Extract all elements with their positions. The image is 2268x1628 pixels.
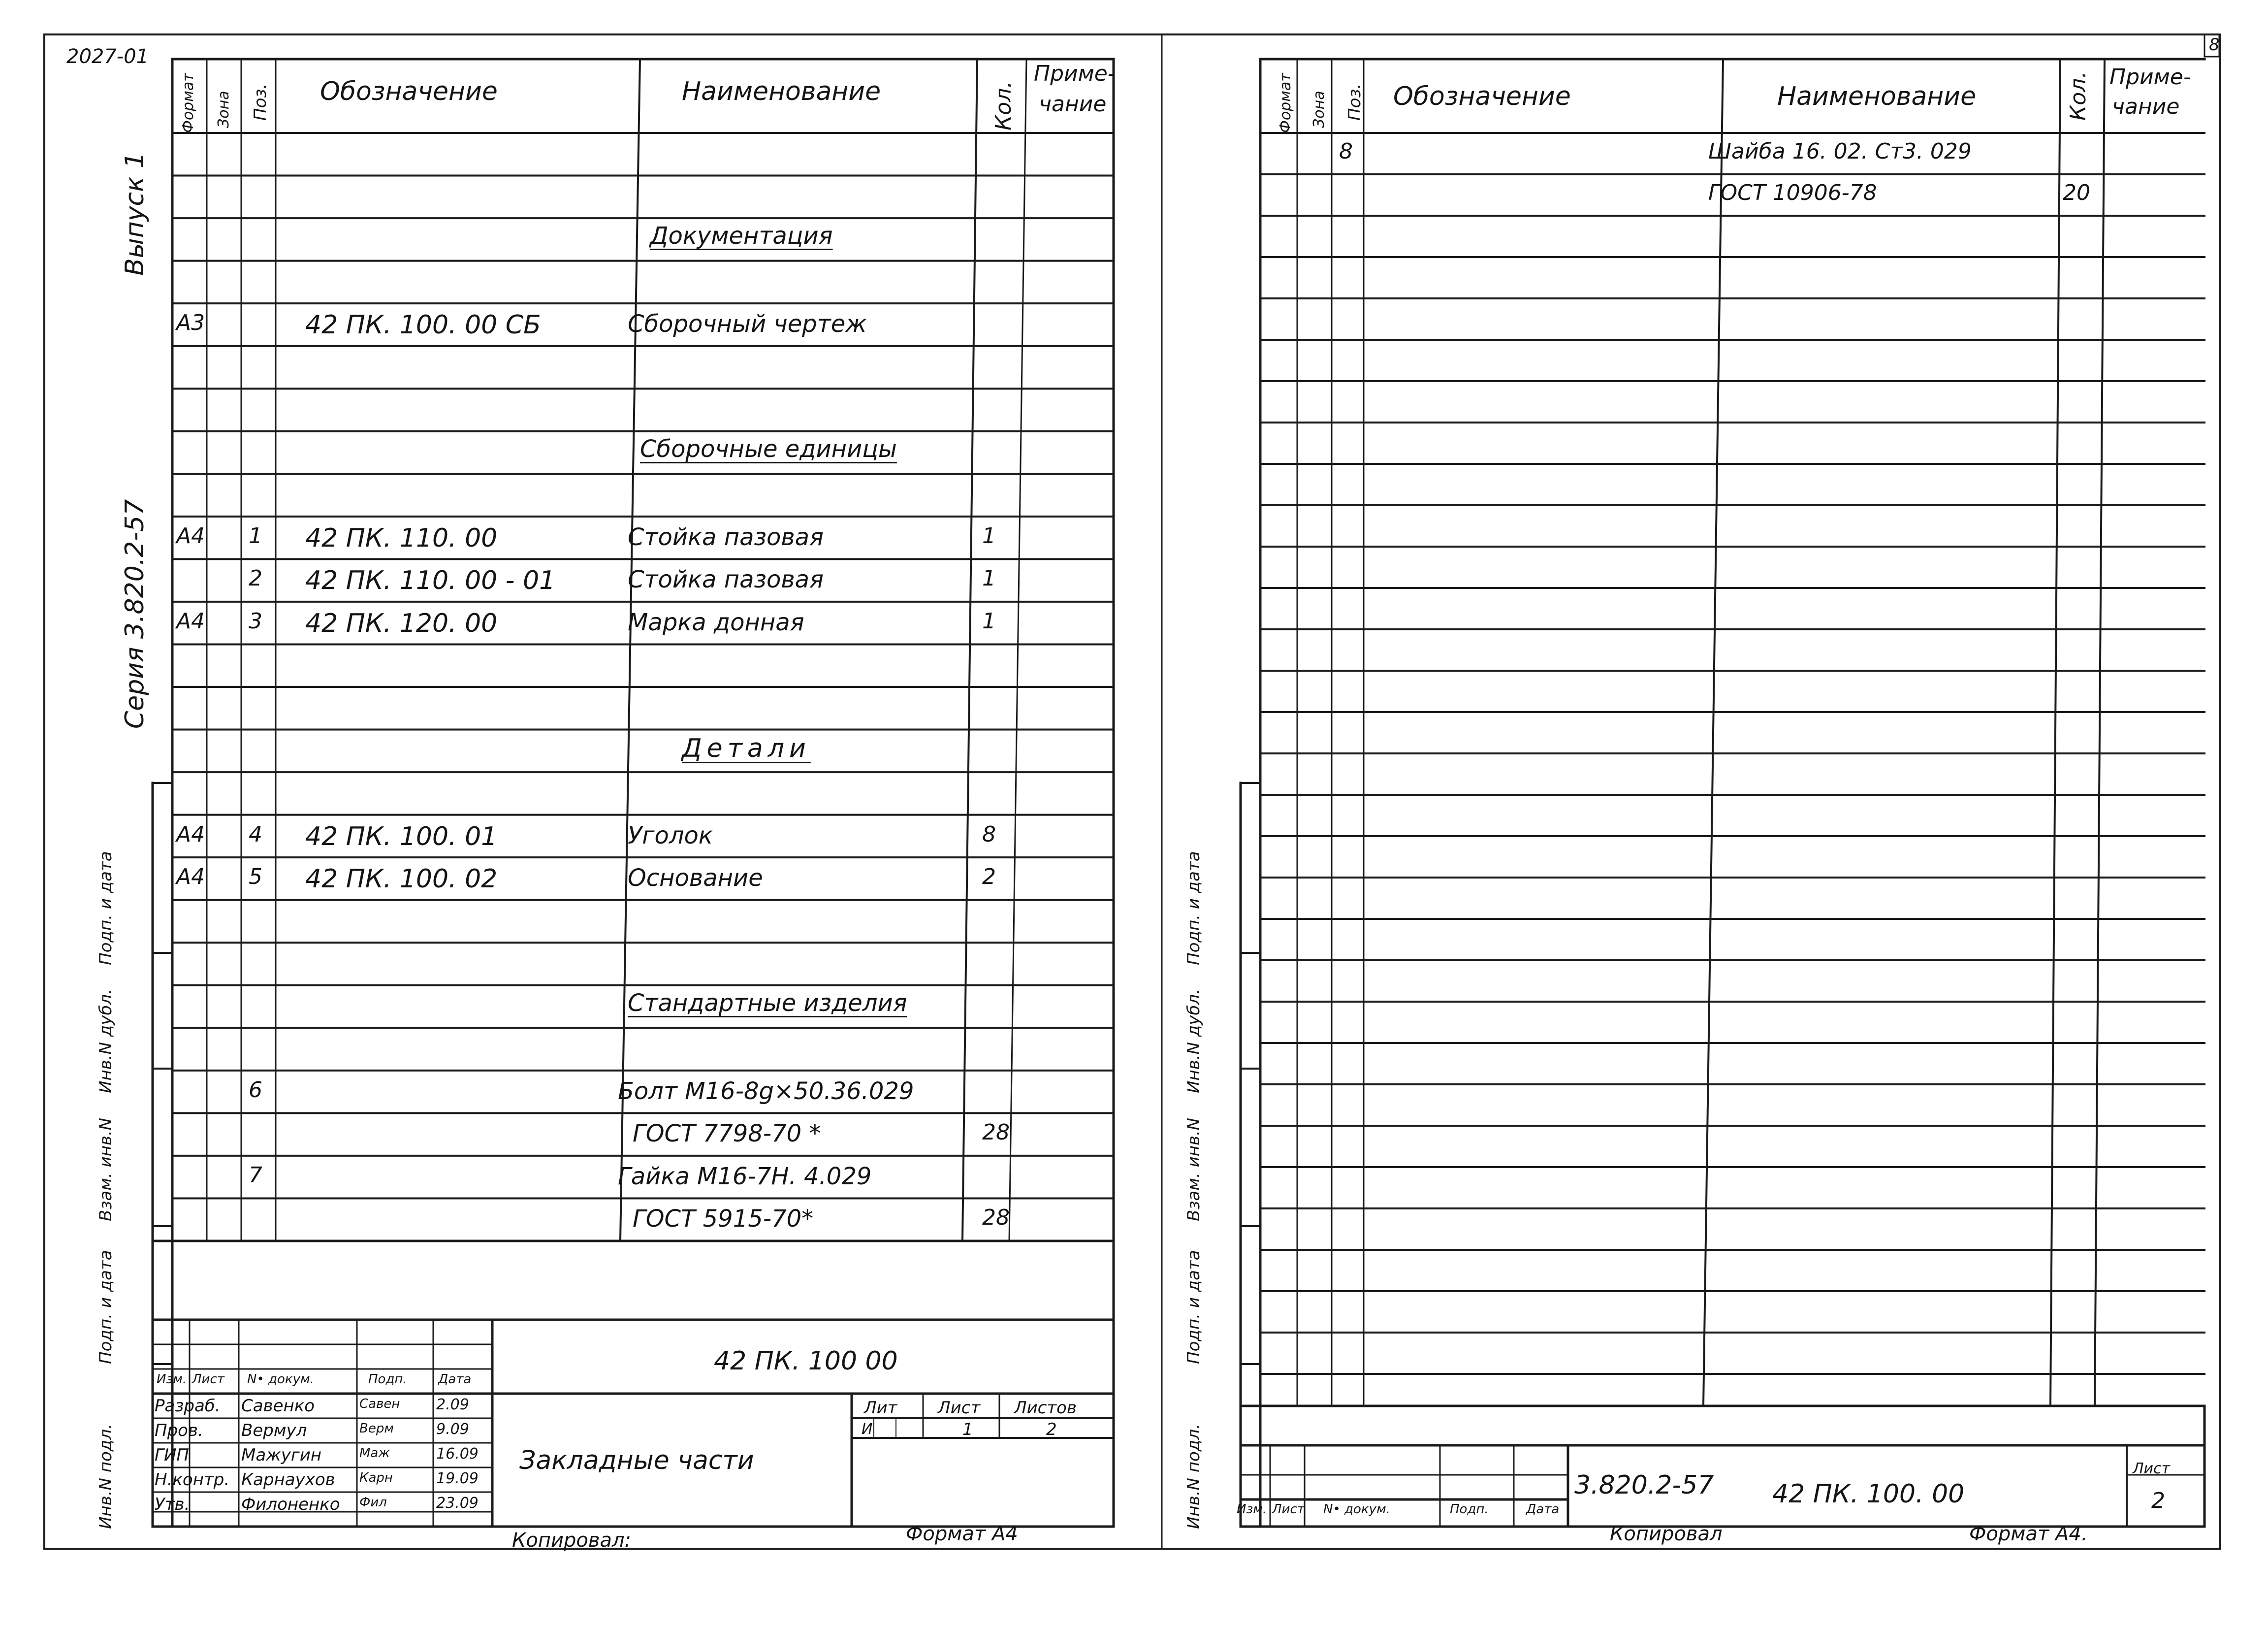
row-name: Марка донная: [628, 608, 804, 636]
issue-label: Выпуск 1: [120, 152, 150, 276]
title-block-2-sheet-value: 2: [2151, 1488, 2165, 1513]
signer-date: 9.09: [436, 1421, 469, 1438]
row-qty: 1: [982, 523, 996, 549]
row-format: A3: [176, 310, 205, 336]
signer-name: Филоненко: [241, 1495, 340, 1514]
signer-signature: Савен: [359, 1397, 400, 1411]
signer-role: Н.контр.: [155, 1470, 230, 1490]
tb2-col-sign: Подп.: [1450, 1502, 1489, 1517]
tb-lit-value: И: [862, 1421, 873, 1438]
row-position: 5: [249, 864, 262, 890]
series-label: Серия 3.820.2-57: [120, 499, 150, 729]
row-designation: 42 ПК. 110. 00: [305, 523, 498, 553]
header-zone: Зона: [215, 91, 232, 128]
stamp2-inv-dubl: Инв.N дубл.: [1184, 989, 1204, 1093]
stamp2-podp-data: Подп. и дата: [1184, 1250, 1204, 1364]
stamp2-podp-data-2: Подп. и дата: [1184, 851, 1204, 965]
row-name: Стойка пазовая: [628, 523, 824, 551]
tb2-col-date: Дата: [1526, 1502, 1560, 1517]
header-name: Наименование: [682, 77, 881, 106]
row-name: Шайба 16. 02. Ст3. 029: [1708, 139, 1972, 164]
stamp-podp-data: Подп. и дата: [96, 1250, 116, 1364]
row-name: ГОСТ 7798-70 *: [633, 1120, 821, 1148]
title-block-2-sheet-label: Лист: [2133, 1460, 2171, 1477]
stamp2-vzam-inv: Взам. инв.N: [1184, 1117, 1204, 1221]
tb-col-sign: Подп.: [368, 1372, 407, 1387]
row-designation: 42 ПК. 100. 02: [305, 864, 498, 894]
section-heading: Детали: [682, 733, 811, 763]
page-number: 8: [2209, 35, 2220, 55]
row-qty: 1: [982, 608, 996, 634]
tb-sheet-label: Лист: [938, 1398, 981, 1418]
row-qty: 28: [982, 1205, 1010, 1231]
row-name: ГОСТ 5915-70*: [633, 1205, 814, 1233]
row-qty: 1: [982, 566, 996, 591]
signer-signature: Маж: [359, 1446, 390, 1461]
row-name: Гайка М16-7Н. 4.029: [618, 1162, 872, 1190]
stamp-podp-data-2: Подп. и дата: [96, 851, 116, 965]
archive-code: 2027-01: [66, 45, 149, 68]
section-heading: Документация: [650, 222, 833, 250]
format-label: Формат А4: [906, 1523, 1018, 1545]
row-name: ГОСТ 10906-78: [1708, 180, 1877, 205]
copied-label-2: Копировал: [1610, 1523, 1723, 1545]
header2-pos: Поз.: [1345, 83, 1365, 121]
copied-label: Копировал:: [512, 1529, 632, 1552]
stamp-vzam-inv: Взам. инв.N: [96, 1117, 116, 1221]
header-note-1: Приме-: [1034, 61, 1116, 86]
tb-sheet-value: 1: [962, 1420, 973, 1439]
row-qty: 8: [982, 821, 996, 847]
row-qty: 20: [2063, 180, 2090, 205]
rule-line: [962, 59, 977, 1241]
rule-line: [1009, 59, 1026, 1241]
row-name: Основание: [628, 864, 763, 892]
title-block-2-series: 3.820.2-57: [1574, 1470, 1714, 1500]
title-block-2-code: 42 ПК. 100. 00: [1772, 1479, 1965, 1509]
tb2-col-doc: N• докум.: [1323, 1502, 1390, 1517]
row-position: 1: [249, 523, 262, 549]
signer-date: 2.09: [436, 1396, 469, 1413]
tb-col-list: Лист: [192, 1372, 224, 1387]
row-format: A4: [176, 864, 205, 890]
header-designation: Обозначение: [320, 77, 498, 106]
tb2-col-list: Лист: [1272, 1502, 1305, 1517]
row-position: 6: [249, 1077, 262, 1103]
header2-note-2: чание: [2112, 94, 2180, 119]
signer-signature: Верм: [359, 1421, 394, 1436]
rule-line: [620, 59, 640, 1241]
row-position: 3: [249, 608, 262, 634]
row-name: Уголок: [628, 821, 713, 849]
tb-col-izm: Изм.: [157, 1372, 187, 1387]
rule-line: [2095, 59, 2105, 1406]
row-position: 4: [249, 821, 262, 847]
signer-signature: Фил: [359, 1495, 387, 1510]
format-label-2: Формат А4.: [1969, 1523, 2088, 1545]
signer-role: ГИП: [155, 1445, 189, 1465]
tb-sheets-label: Листов: [1014, 1398, 1077, 1418]
header2-name: Наименование: [1777, 82, 1977, 111]
row-qty: 2: [982, 864, 996, 890]
section-heading: Сборочные единицы: [640, 435, 897, 463]
header2-zone: Зона: [1310, 91, 1328, 128]
tb2-col-izm: Изм.: [1237, 1502, 1267, 1517]
header-format: Формат: [180, 73, 197, 133]
signer-signature: Карн: [359, 1470, 393, 1485]
row-position: 2: [249, 566, 262, 591]
signer-role: Разраб.: [155, 1396, 221, 1416]
row-designation: 42 ПК. 100. 01: [305, 821, 498, 851]
title-block-title: Закладные части: [519, 1446, 754, 1475]
row-format: A4: [176, 608, 205, 634]
rule-line: [1703, 59, 1723, 1406]
signer-date: 16.09: [436, 1445, 479, 1463]
header2-format: Формат: [1277, 73, 1294, 133]
signer-name: Карнаухов: [241, 1470, 335, 1490]
signer-name: Вермул: [241, 1421, 307, 1440]
signer-name: Савенко: [241, 1396, 315, 1416]
header-pos: Поз.: [251, 83, 270, 121]
signer-role: Пров.: [155, 1421, 203, 1440]
row-name: Сборочный чертеж: [628, 310, 867, 338]
tb-col-doc: N• докум.: [247, 1372, 314, 1387]
row-name: Стойка пазовая: [628, 566, 824, 594]
rule-line: [2050, 59, 2060, 1406]
row-designation: 42 ПК. 100. 00 СБ: [305, 310, 541, 340]
tb-sheets-value: 2: [1046, 1420, 1057, 1439]
header-qty: Кол.: [991, 81, 1016, 130]
header-note-2: чание: [1039, 92, 1107, 117]
row-designation: 42 ПК. 120. 00: [305, 608, 498, 638]
header2-designation: Обозначение: [1393, 82, 1571, 111]
row-format: A4: [176, 523, 205, 549]
row-position: 8: [1339, 139, 1353, 164]
signer-date: 19.09: [436, 1470, 479, 1487]
row-qty: 28: [982, 1120, 1010, 1145]
title-block-code: 42 ПК. 100 00: [714, 1346, 898, 1376]
stamp-inv-podl: Инв.N подл.: [96, 1424, 116, 1529]
tb-lit-label: Лит: [864, 1398, 897, 1418]
row-position: 7: [249, 1162, 262, 1188]
section-heading: Стандартные изделия: [628, 989, 907, 1017]
row-designation: 42 ПК. 110. 00 - 01: [305, 566, 556, 596]
signer-role: Утв.: [155, 1495, 190, 1514]
row-format: A4: [176, 821, 205, 847]
stamp-inv-dubl: Инв.N дубл.: [96, 989, 116, 1093]
signer-date: 23.09: [436, 1495, 479, 1512]
stamp2-inv-podl: Инв.N подл.: [1184, 1424, 1204, 1529]
header2-note-1: Приме-: [2109, 65, 2191, 90]
header2-qty: Кол.: [2066, 71, 2091, 121]
row-name: Болт М16-8g×50.36.029: [618, 1077, 914, 1105]
signer-name: Мажугин: [241, 1445, 322, 1465]
tb-col-date: Дата: [438, 1372, 472, 1387]
